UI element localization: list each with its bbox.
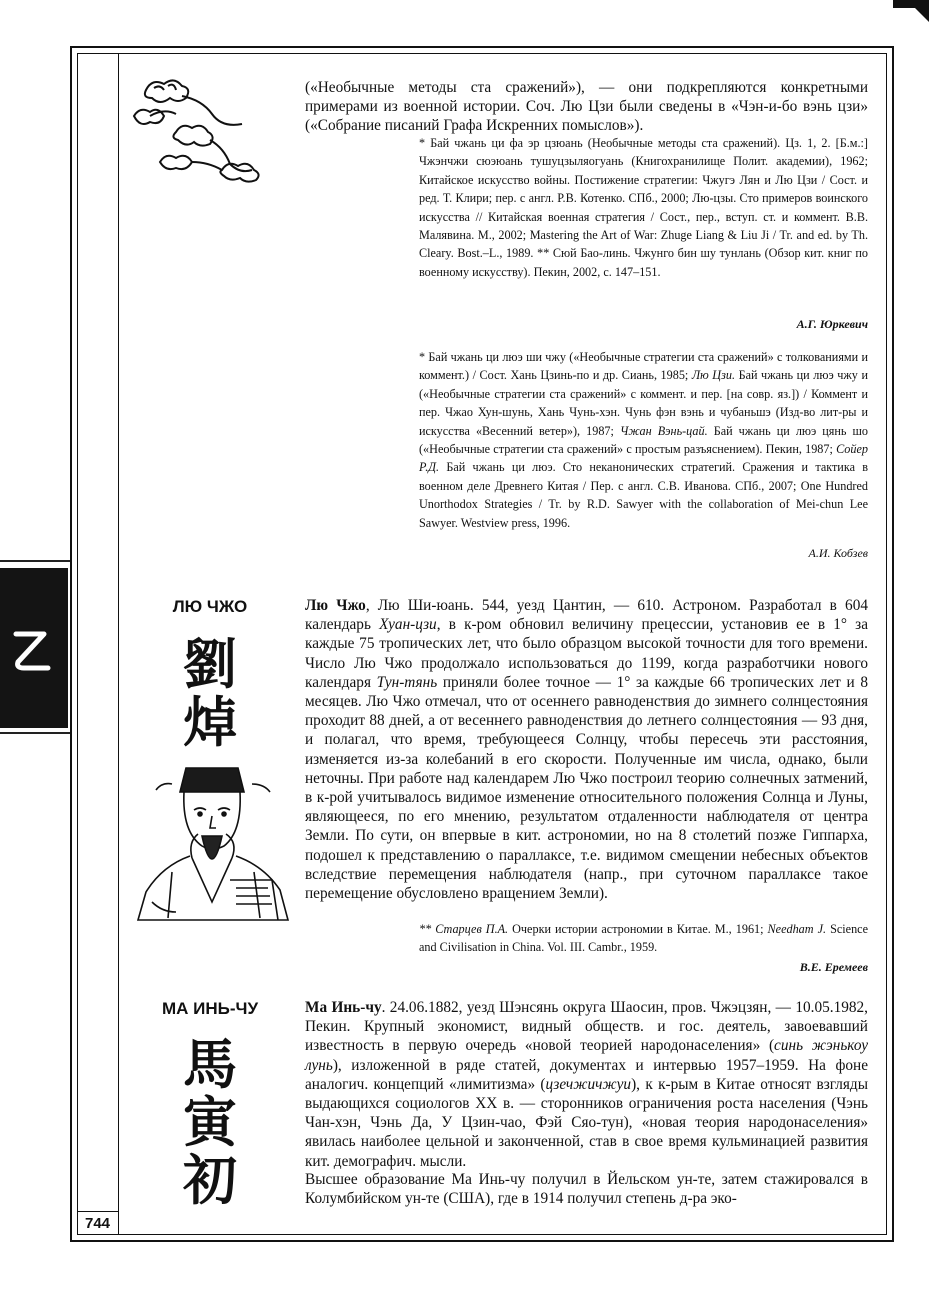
references-block (419, 348, 868, 532)
body-term: Хуан-цзи (379, 616, 437, 634)
body-text: ), изложенной в ряде статей, документах и интервью 1957–1959. На фоне аналогич. концепций «лимитизма» ( (305, 1056, 868, 1093)
ref-author: Чжан Вэнь-цай. (619, 423, 708, 438)
portrait-illustration (132, 762, 294, 922)
ref-text: Science and Civilisation in China. Vol. III. Cambr., 1959. (419, 922, 868, 955)
corner-mark-icon (893, 0, 929, 22)
entry-author: В.Е. Еремеев (799, 960, 868, 974)
ref-text: Бай чжань ци люэ. Сто неканонических стратегий. Сражения и тактика в военном деле Древнего Китая / Пер. с англ. С.В. Иванова. СПб., 2007; One Hundred Unorthodox Strategies / Tr. by R.D. Sawyer with the collaboration of Mei-chun Lee Sawyer. Westview press, 1996. (419, 460, 868, 530)
entry-body-paragraph: Высшее образование Ма Инь-чу получил в Йельском ун-те, затем стажировался в Колумбийском ун-те (США), где в 1914 получил степень д-ра эко- (305, 1171, 868, 1208)
body-text: , Лю Ши-юань. 544, уезд Цантин, — 610. Астроном. Разработал в 604 календарь (305, 597, 868, 634)
ref-text: Бай чжань ци люэ чжу и («Необычные стратегии ста сражений» с коммент. и пер. [на совр. яз.]) / Коммент и пер. Чжао Хун-шунь, Хань Чунь-хэн. Чунь фэн вэнь и чубаньшэ (Изд-во лит-ры и искусства «Весенний ветер»), 1987; (419, 368, 868, 438)
entry-author: А.Г. Юркевич (796, 317, 868, 331)
entry-body (305, 596, 868, 903)
entry-body (305, 998, 868, 1171)
ref-author: Лю Цзи. (691, 368, 735, 383)
entry-lead-term: Лю Чжо (305, 597, 366, 614)
ref-author: Сойер Р.Д. (419, 442, 868, 475)
body-text: . 24.06.1882, уезд Шэнсянь округа Шаосин, пров. Чжэцзян, — 10.05.1982, Пекин. Крупный экономист, видный обществ. и гос. деятель, завоевавший известность в первую очередь «новой теорией народонаселения» ( (305, 999, 868, 1055)
body-term: синь жэнькоу лунь (305, 1037, 868, 1074)
entry-lead-term: Ма Инь-чу (305, 999, 382, 1016)
ref-text: Очерки истории астрономии в Китае. М., 1961; (508, 922, 768, 936)
side-tab (0, 568, 68, 728)
ref-author: ** Старцев П.А. (419, 922, 509, 936)
body-term: цзечжичжуи (545, 1075, 632, 1093)
page-number: 744 (77, 1211, 118, 1235)
tab-rule (0, 732, 70, 734)
entry-continuation-text: («Необычные методы ста сражений»), — они подкрепляются конкретными примерами из военной истории. Соч. Лю Цзи были сведены в «Чэн-и-бо вэнь цзи» («Собрание писаний Графа Искренних помыслов»). (305, 79, 868, 135)
hanzi-char: 馬 (183, 1032, 237, 1096)
hanzi-char: 劉 (183, 632, 237, 696)
ref-text: Бай чжань ци люэ цянь шо («Необычные стратегии ста сражений» с простым разъяснением). Пекин, 1987; (419, 423, 868, 457)
body-text: ), к к-рым в Китае относят взгляды выдающихся социологов XX в. — сторонников ограничения роста населения (Чэнь Чан-хэн, Чэнь Да, У Цзин-чао, Фэй Сяо-тун), «новая теория народонаселения» явилась наиболее цельной и законченной, став в свое время кульминацией развития кит. демографич. мысли. (305, 1075, 868, 1170)
ref-author: Needham J. (767, 922, 827, 936)
hanzi-char: 焯 (183, 690, 237, 754)
body-text: приняли более точное — 1° за каждые 66 тропических лет и 8 месяцев. Лю Чжо отмечал, что от осеннего равноденствия до зимнего солнцестояния проходит 88 дней, а от весеннего равноденствия до летнего солнцестояния — 93 дня, и полагал, что время, требующееся Солнцу, чтобы пересечь эти расстояния, изменяется из-за колебаний в его скорости. Полученные им числа, однако, были неточны. При работе над календарем Лю Чжо построил теорию солнечных затмений, в к-рой учитывалось видимое изменение относительного положения Солнца и Луны, являющееся, по его мнению, результатом отдаленности наблюдателя от центра Земли. По сути, он впервые в кит. астрономии, но на 8 столетий позже Гиппарха, подошел к представлению о параллаксе, т.е. видимом смещении небесных объектов вследствие перемещения наблюдателя (напр., при суточном параллаксе такое перемещение обусловлено вращением Земли). (305, 673, 868, 903)
entry-heading: МА ИНЬ-ЧУ (161, 999, 259, 1018)
body-term: Тун-тянь (376, 673, 438, 691)
references-block: * Бай чжань ци фа эр цзюань (Необычные методы ста сражений). Цз. 1, 2. [Б.м.:] Чжэнчжи сюэюань тушуцзыляогуань (Книгохранилище Полит. академии), 1962; Китайское искусство войны. Постижение стратегии: Чжугэ Лян и Лю Цзи / Сост. и ред. Т. Клири; пер. с англ. Р.В. Котенко. СПб., 2000; Лю-цзы. Сто примеров воинского искусства // Китайская военная стратегия / Сост., пер., вступ. ст. и коммент. В.В. Малявина. М., 2002; Mastering the Art of War: Zhuge Liang & Liu Ji / Tr. and ed. by Th. Cleary. Bost.–L., 1989. ** Сюй Бао-линь. Чжунго бин шу тунлань (Обзор кит. книг по военному искусству). Пекин, 2002, с. 147–151. (419, 136, 868, 279)
entry-author: А.И. Кобзев (808, 546, 868, 560)
sidebar-rule (118, 53, 119, 1235)
cloud-ornament-icon (126, 66, 274, 192)
tab-rule (0, 560, 70, 562)
body-text: , в к-ром обновил величину прецессии, установив ее в 1° за каждые 75 тропических лет, что было образцом высокой точности для того времени. Число Лю Чжо продолжало использоваться до 1199, когда разработчики нового календаря (305, 616, 868, 691)
side-tab-glyph (8, 628, 52, 672)
entry-heading: ЛЮ ЧЖО (172, 597, 248, 616)
references-block (419, 920, 868, 957)
ref-text: * Бай чжань ци люэ ши чжу («Необычные стратегии ста сражений» с толкованиями и коммент.) / Сост. Хань Цзинь-по и др. Сиань, 1985; (419, 350, 868, 383)
hanzi-char: 寅 (183, 1090, 237, 1154)
hanzi-char: 初 (183, 1148, 237, 1212)
